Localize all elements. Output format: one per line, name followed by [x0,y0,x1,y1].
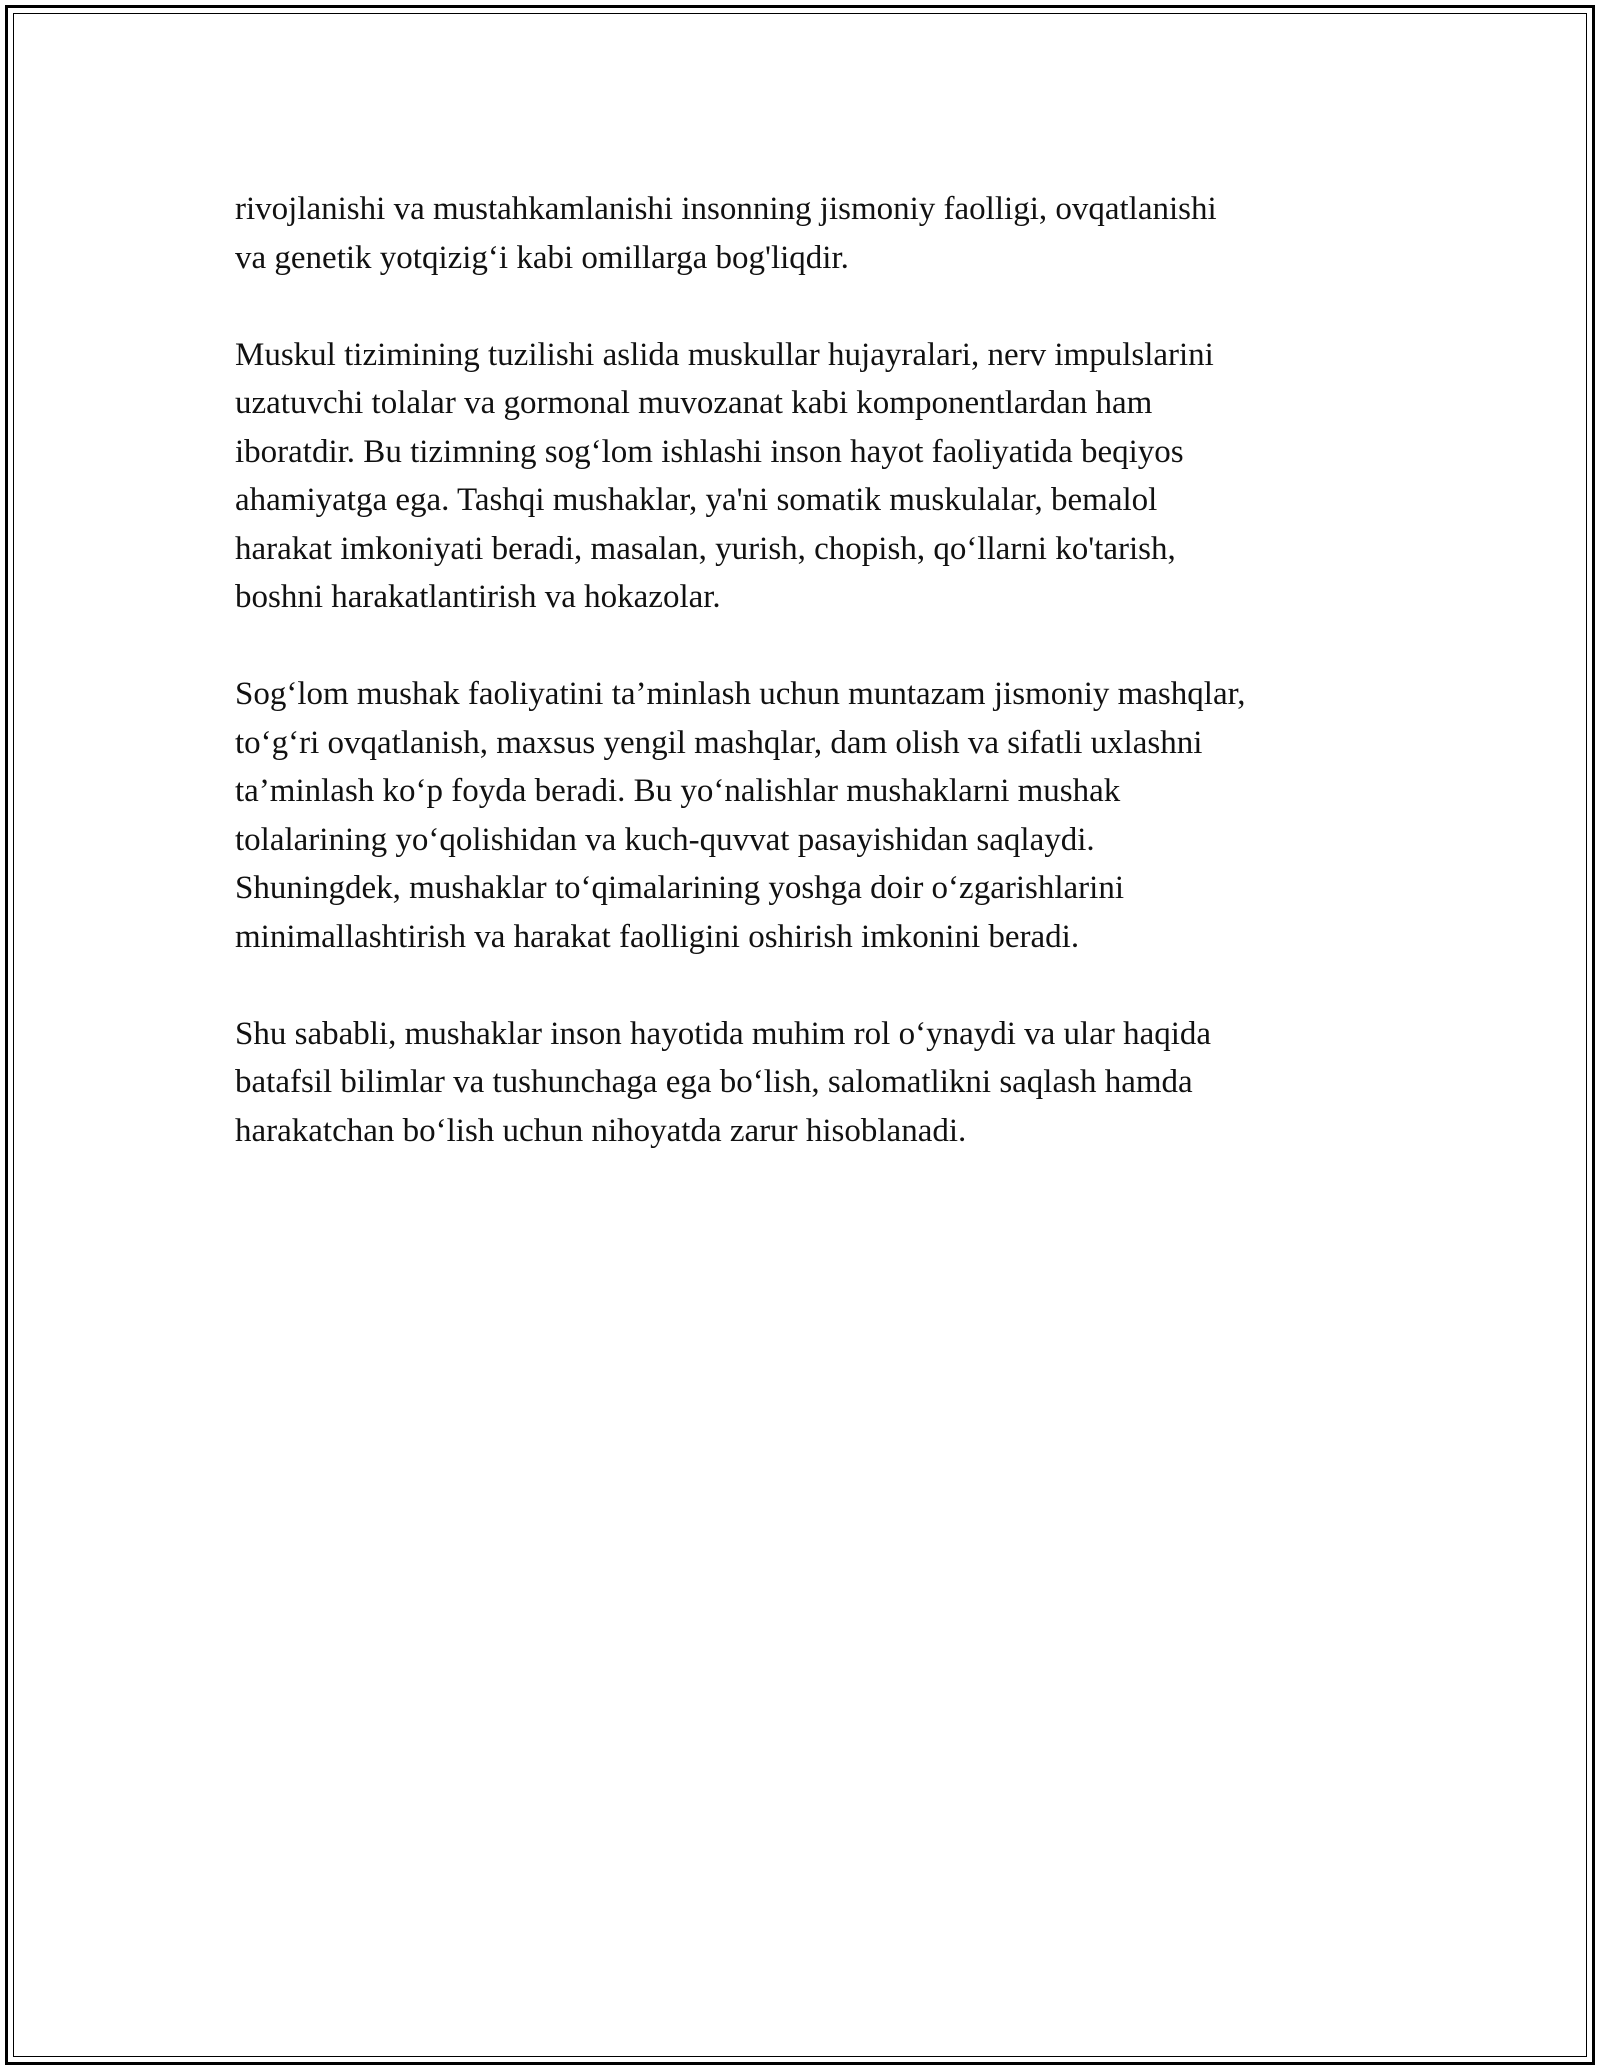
paragraph-3: Sog‘lom mushak faoliyatini ta’minlash uchun muntazam jismoniy mashqlar, to‘g‘ri ovqatlanish, maxsus yengil mashqlar, dam olish va sifatli uxlashni ta’minlash ko‘p foyda beradi. Bu yo‘nalishlar mushaklarni mushak tolalarining yo‘qolishidan va kuch-quvvat pasayishidan saqlaydi. Shuningdek, mushaklar to‘qimalarining yoshga doir o‘zgarishlarini minimallashtirish va harakat faolligini oshirish imkonini beradi. [235,676,1246,955]
paragraph-2: Muskul tizimining tuzilishi aslida muskullar hujayralari, nerv impulslarini uzatuvchi tolalar va gormonal muvozanat kabi komponentlardan ham iboratdir. Bu tizimning sog‘lom ishlashi inson hayot faoliyatida beqiyos ahamiyatga ega. Tashqi mushaklar, ya'ni somatik muskulalar, bemalol harakat imkoniyati beradi, masalan, yurish, chopish, qo‘llarni ko'tarish, boshni harakatlantirish va hokazolar. [235,336,1214,615]
document-body [235,185,1415,1204]
paragraph-1: rivojlanishi va mustahkamlanishi insonning jismoniy faolligi, ovqatlanishi va genetik yotqizig‘i kabi omillarga bog'liqdir. [235,191,1217,276]
paragraph-4: Shu sababli, mushaklar inson hayotida muhim rol o‘ynaydi va ular haqida batafsil bilimlar va tushunchaga ega bo‘lish, salomatlikni saqlash hamda harakatchan bo‘lish uchun nihoyatda zarur hisoblanadi. [235,1015,1212,1149]
